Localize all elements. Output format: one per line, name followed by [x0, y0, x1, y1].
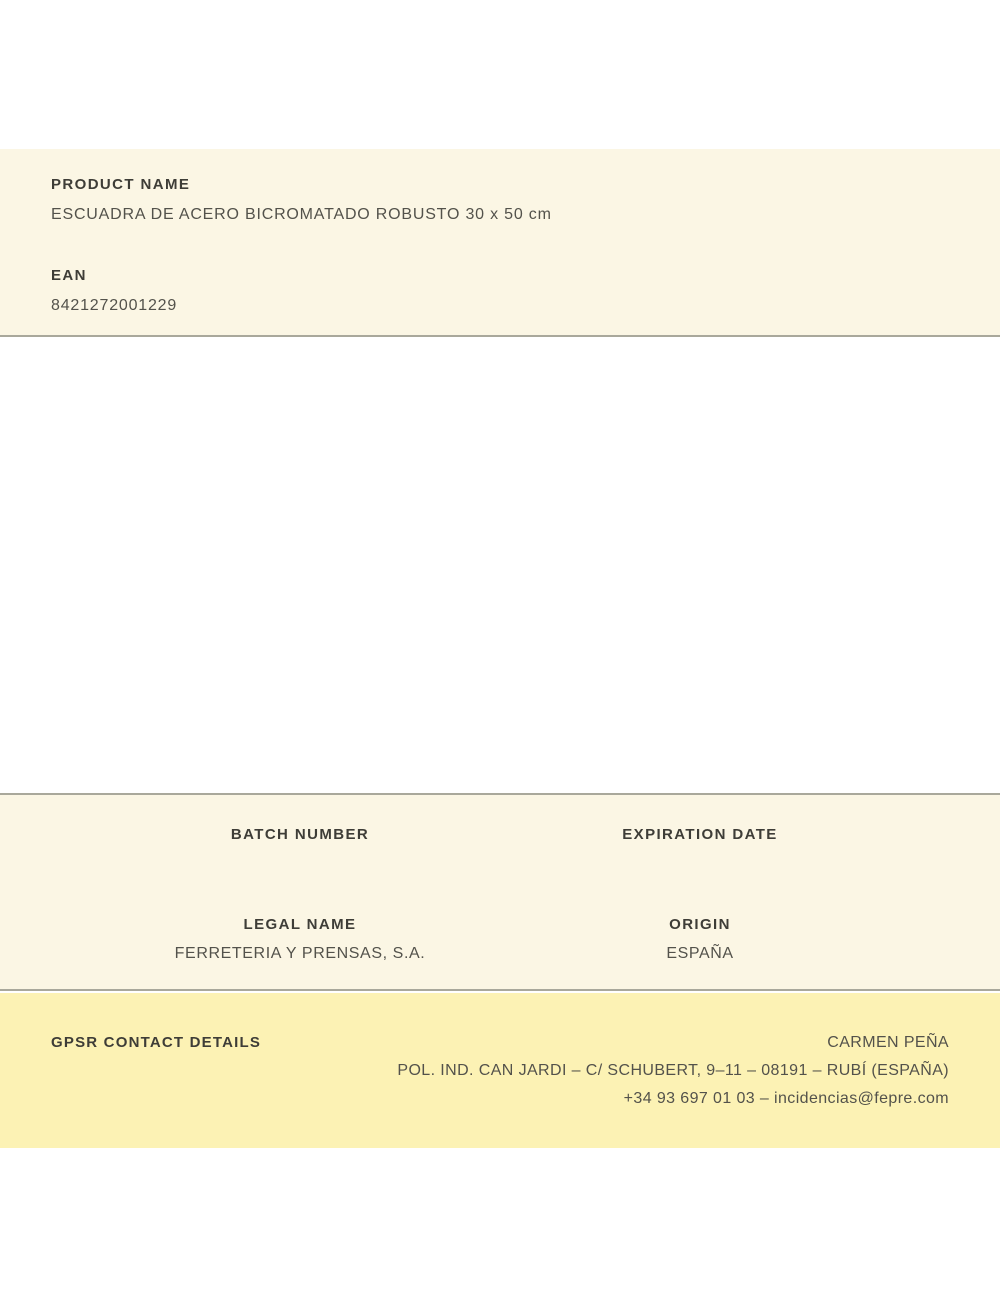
product-name-label: PRODUCT NAME — [51, 176, 191, 193]
origin-label: ORIGIN — [669, 916, 731, 933]
gpsr-contact-phone-email: +34 93 697 01 03 – incidencias@fepre.com — [623, 1090, 949, 1107]
batch-number-cell — [100, 825, 500, 875]
expiration-date-label: EXPIRATION DATE — [622, 826, 778, 843]
expiration-date-cell — [500, 825, 900, 875]
legal-name-value: FERRETERIA Y PRENSAS, S.A. — [174, 945, 426, 962]
gpsr-contact-name: CARMEN PEÑA — [827, 1034, 949, 1051]
expiration-date-value — [500, 853, 900, 875]
gpsr-contact-block — [261, 1029, 949, 1113]
gpsr-contact-section — [0, 993, 1000, 1148]
ean-value: 8421272001229 — [51, 297, 178, 314]
gpsr-contact-label: GPSR CONTACT DETAILS — [51, 1034, 262, 1051]
gpsr-contact-address: POL. IND. CAN JARDI – C/ SCHUBERT, 9–11 – 08191 – RUBÍ (ESPAÑA) — [397, 1062, 949, 1079]
legal-name-cell — [100, 915, 500, 965]
batch-expiration-row — [100, 825, 900, 875]
ean-label: EAN — [51, 267, 87, 284]
legal-name-label: LEGAL NAME — [243, 916, 357, 933]
batch-number-label: BATCH NUMBER — [230, 826, 370, 843]
origin-value: ESPAÑA — [666, 945, 734, 962]
legal-origin-row — [100, 915, 900, 965]
origin-cell — [500, 915, 900, 965]
traceability-section — [0, 793, 1000, 991]
batch-number-value — [100, 853, 500, 875]
product-section — [0, 149, 1000, 337]
product-name-value: ESCUADRA DE ACERO BICROMATADO ROBUSTO 30 x 50 cm — [51, 206, 552, 223]
